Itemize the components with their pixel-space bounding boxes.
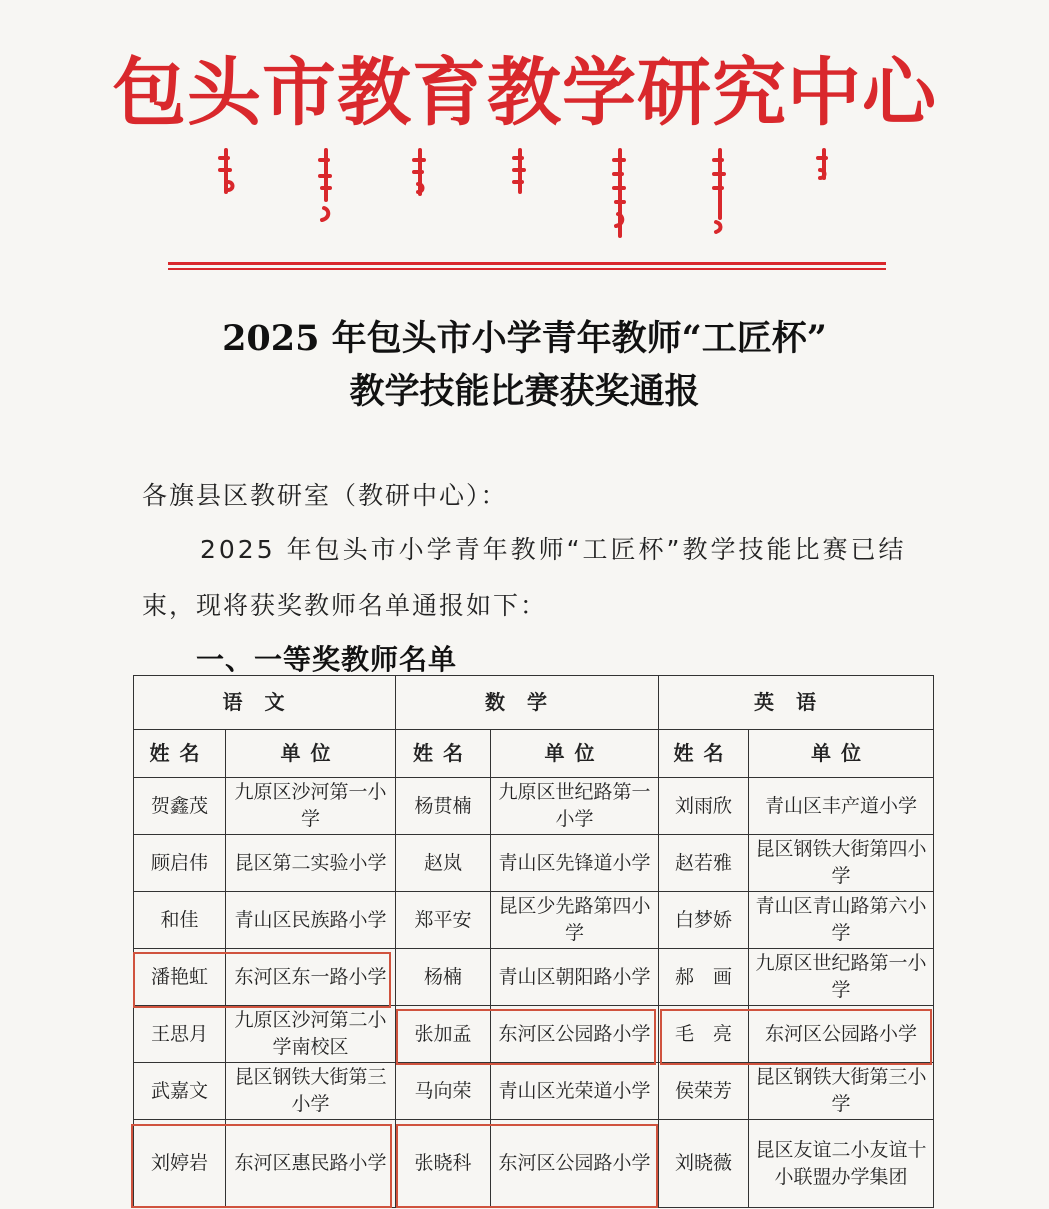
school-unit: 九原区沙河第二小学南校区 <box>226 1006 396 1063</box>
table-row <box>134 892 934 949</box>
school-unit: 九原区世纪路第一小学 <box>491 778 659 835</box>
school-unit: 东河区公园路小学 <box>491 1120 659 1208</box>
column-header-row <box>134 730 934 778</box>
table-row <box>134 1063 934 1120</box>
school-unit: 东河区公园路小学 <box>491 1006 659 1063</box>
school-unit: 青山区光荣道小学 <box>491 1063 659 1120</box>
table-row <box>134 949 934 1006</box>
teacher-name: 马向荣 <box>396 1063 491 1120</box>
school-unit: 青山区青山路第六小学 <box>749 892 934 949</box>
teacher-name: 杨楠 <box>396 949 491 1006</box>
teacher-name: 顾启伟 <box>134 835 226 892</box>
subject-header: 数学 <box>396 676 659 730</box>
column-header-unit: 单位 <box>749 730 934 778</box>
column-header-unit: 单位 <box>491 730 659 778</box>
school-unit: 昆区友谊二小友谊十小联盟办学集团 <box>749 1120 934 1208</box>
salutation: 各旗县区教研室（教研中心）： <box>142 481 508 510</box>
school-unit: 东河区惠民路小学 <box>226 1120 396 1208</box>
teacher-name: 张晓科 <box>396 1120 491 1208</box>
school-unit: 九原区沙河第一小学 <box>226 778 396 835</box>
table-row <box>134 835 934 892</box>
school-unit: 昆区少先路第四小学 <box>491 892 659 949</box>
table-row <box>134 778 934 835</box>
teacher-name: 刘雨欣 <box>659 778 749 835</box>
teacher-name: 杨贯楠 <box>396 778 491 835</box>
column-header-name: 姓名 <box>659 730 749 778</box>
teacher-name: 和佳 <box>134 892 226 949</box>
column-header-name: 姓名 <box>396 730 491 778</box>
teacher-name: 侯荣芳 <box>659 1063 749 1120</box>
school-unit: 昆区第二实验小学 <box>226 835 396 892</box>
subject-header: 语文 <box>134 676 396 730</box>
table-row <box>134 1120 934 1208</box>
school-unit: 昆区钢铁大街第四小学 <box>749 835 934 892</box>
column-header-unit: 单位 <box>226 730 396 778</box>
teacher-name: 毛 亮 <box>659 1006 749 1063</box>
school-unit: 东河区东一路小学 <box>226 949 396 1006</box>
teacher-name: 潘艳虹 <box>134 949 226 1006</box>
teacher-name: 刘婷岩 <box>134 1120 226 1208</box>
body-paragraph-line1: 2025 年包头市小学青年教师“工匠杯”教学技能比赛已结 <box>200 535 907 564</box>
header-rule-thin <box>168 268 886 270</box>
teacher-name: 贺鑫茂 <box>134 778 226 835</box>
school-unit: 青山区丰产道小学 <box>749 778 934 835</box>
school-unit: 青山区民族路小学 <box>226 892 396 949</box>
school-unit: 九原区世纪路第一小学 <box>749 949 934 1006</box>
body-paragraph-line2: 束，现将获奖教师名单通报如下： <box>142 591 548 620</box>
subject-header-row <box>134 676 934 730</box>
section-heading: 一、一等奖教师名单 <box>196 643 458 676</box>
school-unit: 青山区先锋道小学 <box>491 835 659 892</box>
header-rule-thick <box>168 262 886 265</box>
table-row <box>134 1006 934 1063</box>
school-unit: 东河区公园路小学 <box>749 1006 934 1063</box>
mongolian-script-logo <box>0 148 1049 248</box>
teacher-name: 王思月 <box>134 1006 226 1063</box>
document-title-line2: 教学技能比赛获奖通报 <box>349 371 700 412</box>
teacher-name: 武嘉文 <box>134 1063 226 1120</box>
teacher-name: 郑平安 <box>396 892 491 949</box>
subject-header: 英语 <box>659 676 934 730</box>
school-unit: 昆区钢铁大街第三小学 <box>749 1063 934 1120</box>
teacher-name: 郝 画 <box>659 949 749 1006</box>
teacher-name: 赵岚 <box>396 835 491 892</box>
document-title-line1: 2025 年包头市小学青年教师“工匠杯” <box>222 318 827 359</box>
award-table <box>133 675 934 1208</box>
teacher-name: 白梦娇 <box>659 892 749 949</box>
teacher-name: 张加孟 <box>396 1006 491 1063</box>
teacher-name: 刘晓薇 <box>659 1120 749 1208</box>
teacher-name: 赵若雅 <box>659 835 749 892</box>
school-unit: 青山区朝阳路小学 <box>491 949 659 1006</box>
school-unit: 昆区钢铁大街第三小学 <box>226 1063 396 1120</box>
issuer-name: 包头市教育教学研究中心 <box>112 50 937 136</box>
column-header-name: 姓名 <box>134 730 226 778</box>
